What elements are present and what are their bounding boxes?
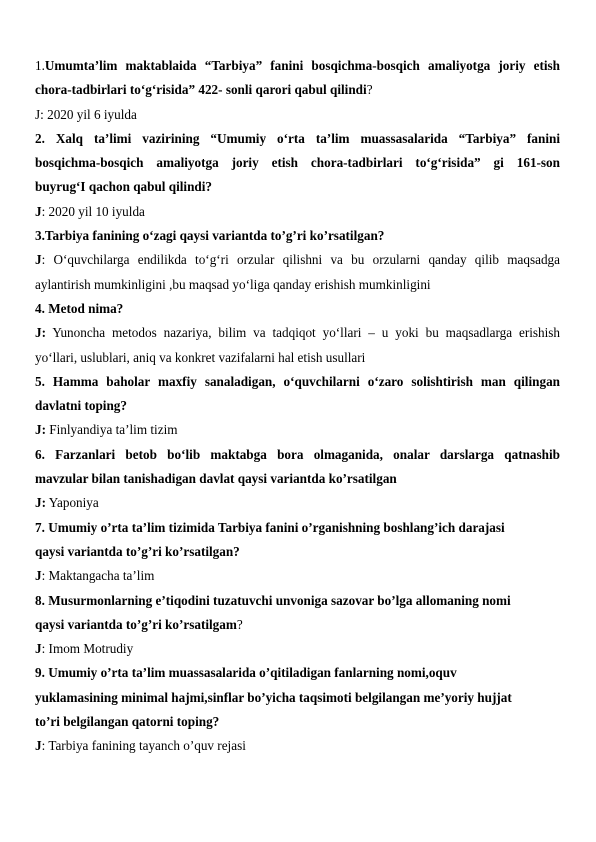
answer-3-label: J <box>35 252 42 268</box>
question-4-line-1 <box>35 297 560 321</box>
question-2-line-2 <box>35 151 560 175</box>
question-8-text-2: qaysi variantda to’g’ri ko’rsatilgam <box>35 616 237 632</box>
question-1-line-1 <box>35 54 560 78</box>
answer-2-text: : 2020 yil 10 iyulda <box>41 203 145 219</box>
question-7-line-1 <box>35 516 560 540</box>
question-9-text-1: 9. Umumiy o’rta ta’lim muassasalarida o’qitiladigan fanlarning nomi,oquv <box>35 665 457 681</box>
question-6-text-2: mavzular bilan tanishadigan davlat qaysi variantda ko’rsatilgan <box>35 471 397 487</box>
answer-9-text: : Tarbiya fanining tayanch o’quv rejasi <box>41 738 246 754</box>
question-8-line-1 <box>35 589 560 613</box>
question-1-tail: ? <box>366 82 373 98</box>
answer-6-label: J: <box>35 495 46 511</box>
question-5-text-2: davlatni toping? <box>35 398 127 414</box>
document-page <box>35 54 560 759</box>
question-2-number: 2. <box>35 130 45 146</box>
question-6-text-1: 6. Farzanlari betob bo‘lib maktabga bora olmaganida, onalar darslarga qatnashib <box>35 446 560 462</box>
question-1-text-1: Umumta’lim maktablaida “Tarbiya” fanini bosqichma-bosqich amaliyotga joriy etish <box>44 58 560 73</box>
question-2-text-1: Xalq ta’limi vazirining “Umumiy o‘rta ta’lim muassasalarida “Tarbiya” fanini <box>44 130 560 146</box>
question-9-text-2: yuklamasining minimal hajmi,sinflar bo’yicha taqsimoti belgilangan me’yoriy hujjat <box>35 689 512 705</box>
answer-2 <box>35 200 560 224</box>
question-5-line-2 <box>35 394 560 418</box>
answer-6-text: Yaponiya <box>46 495 99 511</box>
answer-8 <box>35 637 560 661</box>
answer-9 <box>35 734 560 758</box>
question-2-line-1 <box>35 127 560 151</box>
answer-8-label: J <box>35 641 42 657</box>
question-1-number: 1. <box>35 58 45 73</box>
answer-1 <box>35 103 560 127</box>
question-2-text-3: buyrug‘I qachon qabul qilindi? <box>35 179 213 195</box>
answer-7-text: : Maktangacha ta’lim <box>41 568 155 584</box>
question-5-text-1: 5. Hamma baholar maxfiy sanaladigan, o‘quvchilarni o‘zaro solishtirish man qilingan <box>35 373 560 389</box>
question-3-line-1 <box>35 224 560 248</box>
question-9-text-3: to’ri belgilangan qatorni toping? <box>35 714 220 730</box>
question-7-text-1: 7. Umumiy o’rta ta’lim tizimida Tarbiya fanini o’rganishning boshlang’ich darajasi <box>35 519 505 535</box>
question-3-text-1: 3.Tarbiya fanining o‘zagi qaysi variantda to’g’ri ko’rsatilgan? <box>35 228 385 244</box>
question-4-text-1: 4. Metod nima? <box>35 300 124 316</box>
question-2-line-3 <box>35 175 560 199</box>
answer-3-text-2: aylantirish mumkinligini ,bu maqsad yo‘liga qanday erishish mumkinligini <box>35 276 431 292</box>
answer-3-line-1 <box>35 248 560 272</box>
question-6-line-1 <box>35 443 560 467</box>
answer-4-text-1: Yunoncha metodos nazariya, bilim va tadqiqot yo‘llari – u yoki bu maqsadlarga erishish <box>46 325 560 341</box>
question-1-text-2: chora-tadbirlari to‘g‘risida” 422- sonli qarori qabul qilindi <box>35 82 367 98</box>
answer-4-line-1 <box>35 321 560 345</box>
question-6-line-2 <box>35 467 560 491</box>
answer-2-label: J <box>35 203 42 219</box>
answer-3-line-2 <box>35 273 560 297</box>
answer-3-text-1: : O‘quvchilarga endilikda to‘g‘ri orzular qilishni va bu orzularni qanday qilib maqsadga <box>41 252 560 268</box>
answer-4-label: J: <box>35 325 46 341</box>
answer-1-text: : 2020 yil 6 iyulda <box>40 106 137 122</box>
answer-5-text: Finlyandiya ta’lim tizim <box>46 422 178 438</box>
answer-5 <box>35 418 560 442</box>
answer-1-label: J <box>35 106 41 122</box>
answer-9-label: J <box>35 738 42 754</box>
question-9-line-3 <box>35 710 560 734</box>
answer-6 <box>35 491 560 515</box>
question-9-line-1 <box>35 661 560 685</box>
question-7-line-2 <box>35 540 560 564</box>
answer-7 <box>35 564 560 588</box>
answer-4-line-2 <box>35 346 560 370</box>
question-5-line-1 <box>35 370 560 394</box>
question-8-line-2 <box>35 613 560 637</box>
question-7-text-2: qaysi variantda to’g’ri ko’rsatilgan? <box>35 543 240 559</box>
answer-5-label: J: <box>35 422 46 438</box>
question-1-line-2 <box>35 78 560 102</box>
answer-7-label: J <box>35 568 42 584</box>
question-2-text-2: bosqichma-bosqich amaliyotga joriy etish chora-tadbirlari to‘g‘risida” gi 161-son <box>35 155 560 171</box>
question-8-text-1: 8. Musurmonlarning e’tiqodini tuzatuvchi unvoniga sazovar bo’lga allomaning nomi <box>35 592 511 608</box>
answer-4-text-2: yo‘llari, uslublari, aniq va konkret vazifalarni hal etish usullari <box>35 349 366 365</box>
question-9-line-2 <box>35 686 560 710</box>
question-8-tail: ? <box>236 616 243 632</box>
answer-8-text: : Imom Motrudiy <box>41 641 134 657</box>
